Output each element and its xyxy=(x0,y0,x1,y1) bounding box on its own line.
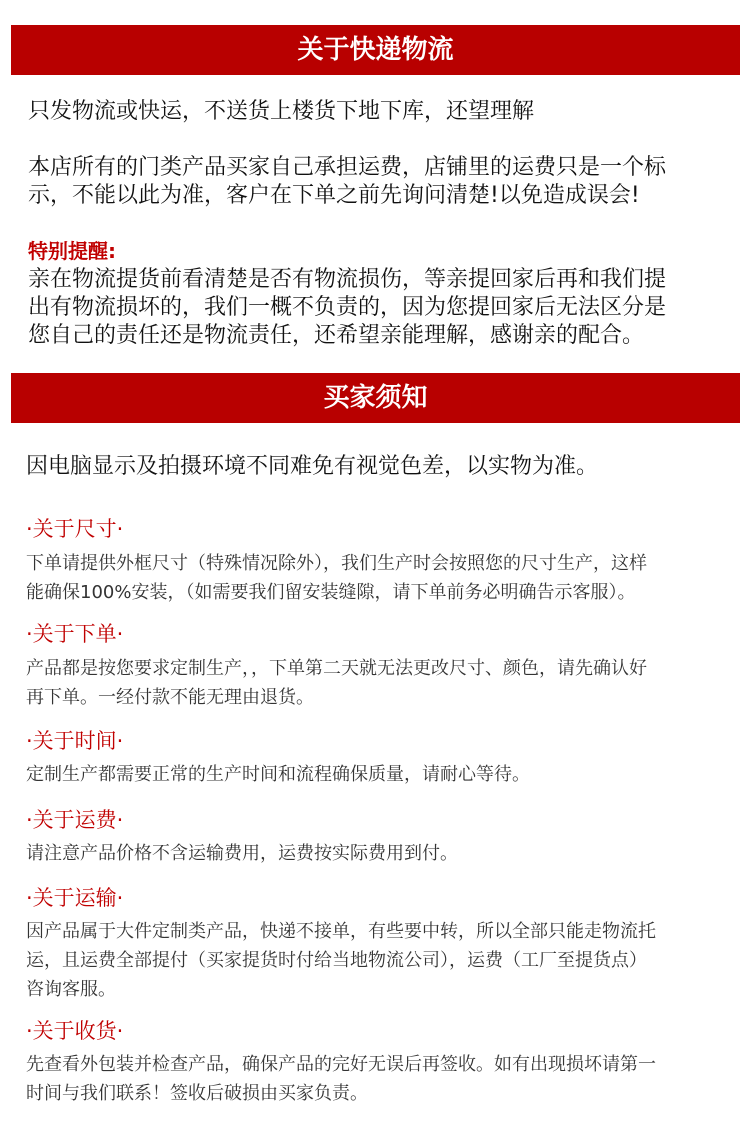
section-line: 请注意产品价格不含运输费用，运费按实际费用到付。 xyxy=(26,843,458,864)
buyer-notice-banner xyxy=(11,373,740,423)
section-body-transport xyxy=(26,917,738,1004)
section-heading-receiving: ·关于收货· xyxy=(26,1019,124,1043)
logistics-line1: 只发物流或快运，不送货上楼货下地下库，还望理解 xyxy=(28,99,535,124)
section-heading-time: ·关于时间· xyxy=(26,729,124,753)
section-line: 再下单。一经付款不能无理由退货。 xyxy=(26,687,314,708)
section-line: 先查看外包装并检查产品，确保产品的完好无误后再签收。如有出现损坏请第一 xyxy=(26,1054,656,1075)
section-line: 能确保100%安装，（如需要我们留安装缝隙，请下单前务必明确告示客服）。 xyxy=(26,582,636,603)
section-body-size xyxy=(26,549,738,607)
section-line: 时间与我们联系！签收后破损由买家负责。 xyxy=(26,1083,368,1104)
section-body-time xyxy=(26,760,738,789)
section-line: 咨询客服。 xyxy=(26,979,116,1000)
warning-line1: 亲在物流提货前看清楚是否有物流损伤，等亲提回家后再和我们提 xyxy=(28,267,667,292)
section-heading-size: ·关于尺寸· xyxy=(26,517,124,541)
section-line: 产品都是按您要求定制生产，，下单第二天就无法更改尺寸、颜色，请先确认好 xyxy=(26,658,647,679)
section-body-receiving xyxy=(26,1050,738,1108)
section-line: 运，且运费全部提付（买家提货时付给当地物流公司），运费（工厂至提货点） xyxy=(26,950,647,971)
section-heading-shipping-fee: ·关于运费· xyxy=(26,808,124,832)
section-line: 定制生产都需要正常的生产时间和流程确保质量，请耐心等待。 xyxy=(26,764,530,785)
section-line: 因产品属于大件定制类产品，快递不接单，有些要中转，所以全部只能走物流托 xyxy=(26,921,656,942)
section-heading-order: ·关于下单· xyxy=(26,622,124,646)
logistics-para2-line1: 本店所有的门类产品买家自己承担运费，店铺里的运费只是一个标 xyxy=(28,155,667,180)
section-body-shipping-fee xyxy=(26,839,738,868)
logistics-title: 关于快递物流 xyxy=(297,35,454,65)
section-heading-transport: ·关于运输· xyxy=(26,886,124,910)
warning-line2: 出有物流损坏的，我们一概不负责的，因为您提回家后无法区分是 xyxy=(28,295,667,320)
section-body-order xyxy=(26,654,738,712)
logistics-banner xyxy=(11,25,740,75)
warning-line3: 您自己的责任还是物流责任，还希望亲能理解，感谢亲的配合。 xyxy=(28,323,645,348)
warning-label: 特别提醒: xyxy=(28,239,116,263)
buyer-notice-title: 买家须知 xyxy=(323,383,428,413)
buyer-notice-intro: 因电脑显示及拍摄环境不同难免有视觉色差，以实物为准。 xyxy=(26,454,599,479)
logistics-para2-line2: 示，不能以此为准，客户在下单之前先询问清楚!以免造成误会! xyxy=(28,183,640,208)
section-line: 下单请提供外框尺寸（特殊情况除外），我们生产时会按照您的尺寸生产，这样 xyxy=(26,553,647,574)
